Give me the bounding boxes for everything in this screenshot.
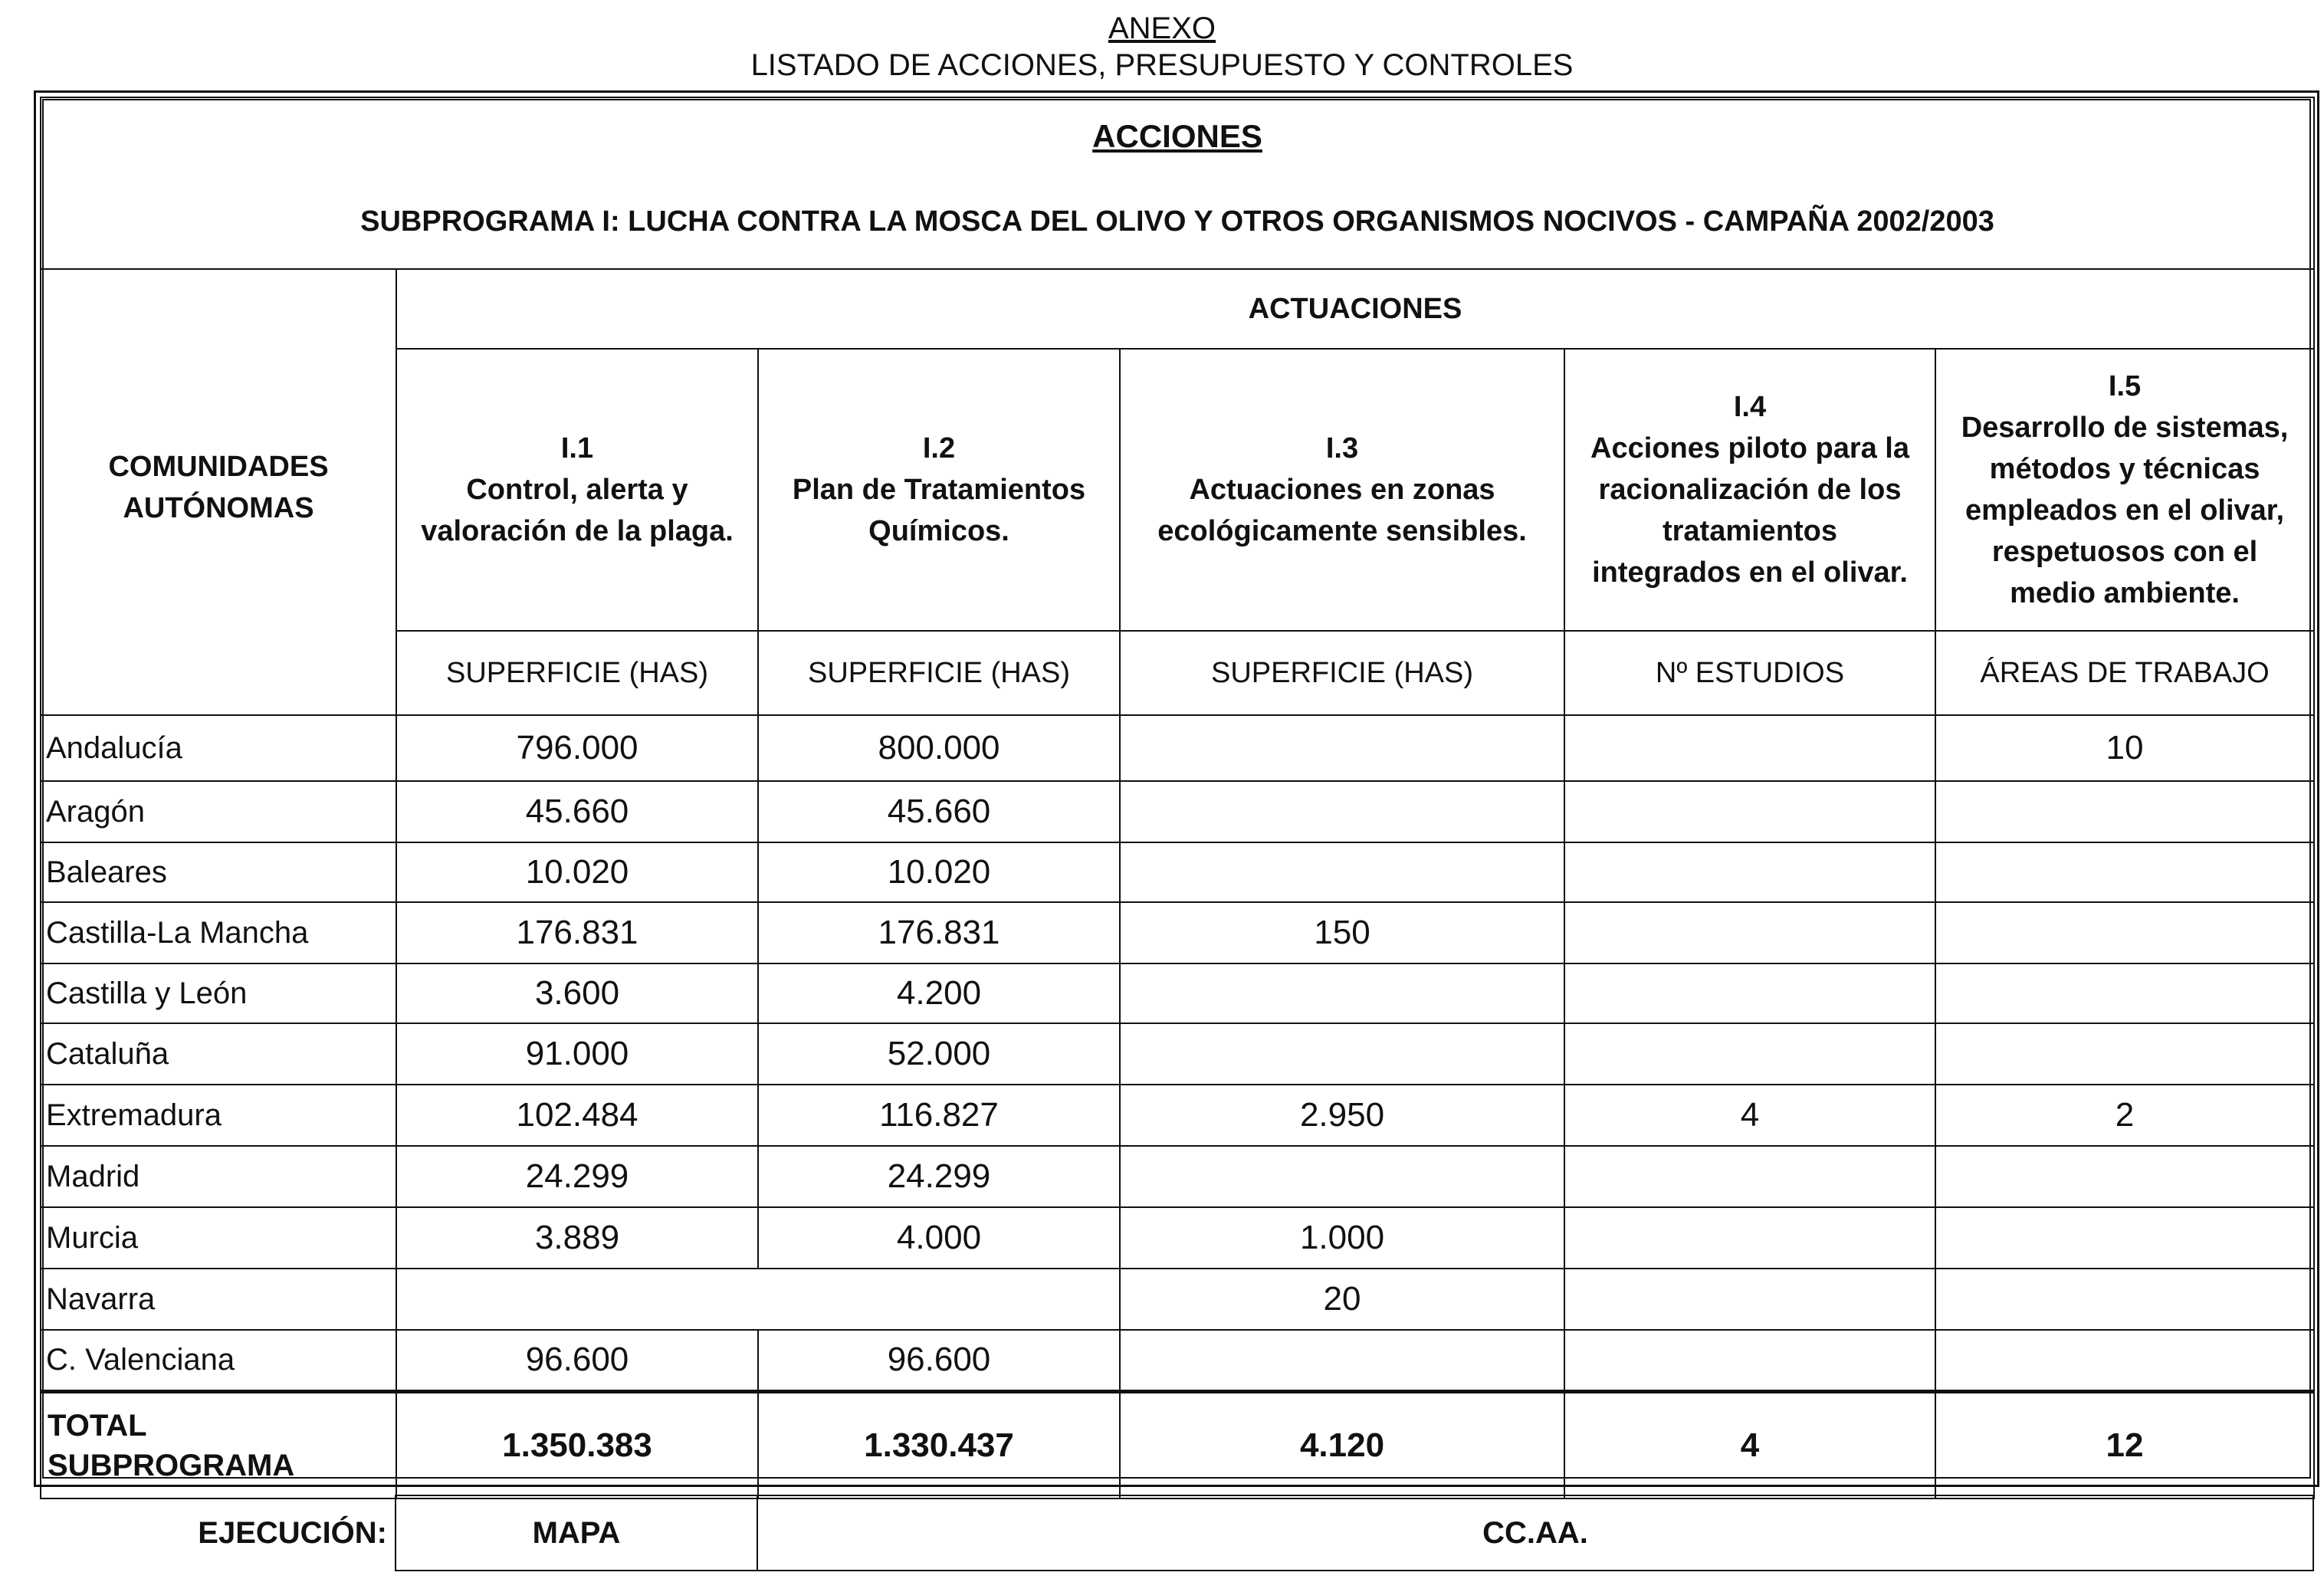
value-cell: [1120, 781, 1564, 842]
value-cell: 52.000: [758, 1023, 1120, 1085]
region-rows: [41, 715, 2314, 1391]
value-cell: [396, 1269, 1120, 1330]
table-row: [41, 963, 2314, 1023]
total-label: TOTAL SUBPROGRAMA: [41, 1391, 396, 1498]
value-cell: [1564, 781, 1935, 842]
region-name: Extremadura: [41, 1085, 396, 1146]
region-name: Baleares: [41, 842, 396, 902]
value-cell: 91.000: [396, 1023, 758, 1085]
value-cell: 176.831: [758, 902, 1120, 963]
value-cell: [1935, 1207, 2314, 1269]
value-cell: 10.020: [396, 842, 758, 902]
value-cell: [1935, 1269, 2314, 1330]
value-cell: 2: [1935, 1085, 2314, 1146]
value-cell: [1120, 715, 1564, 781]
region-name: Aragón: [41, 781, 396, 842]
value-cell: [1120, 1023, 1564, 1085]
value-cell: [1935, 1330, 2314, 1391]
table-row: [41, 842, 2314, 902]
ejecucion-label: EJECUCIÓN:: [198, 1515, 387, 1550]
table-row: [41, 715, 2314, 781]
value-cell: 96.600: [758, 1330, 1120, 1391]
value-cell: [1564, 842, 1935, 902]
listado-title: LISTADO DE ACCIONES, PRESUPUESTO Y CONTROLES: [750, 48, 1574, 82]
table-row: [41, 1330, 2314, 1391]
value-cell: 4.200: [758, 963, 1120, 1023]
region-name: Murcia: [41, 1207, 396, 1269]
value-cell: 150: [1120, 902, 1564, 963]
comunidades-header: COMUNIDADES AUTÓNOMAS: [41, 269, 396, 715]
value-cell: 1.000: [1120, 1207, 1564, 1269]
value-cell: [1935, 963, 2314, 1023]
unit-i2: SUPERFICIE (HAS): [758, 631, 1120, 715]
value-cell: 20: [1120, 1269, 1564, 1330]
ejecucion-mapa: MAPA: [396, 1495, 757, 1571]
total-i2: 1.330.437: [758, 1391, 1120, 1498]
table-row: [41, 1207, 2314, 1269]
value-cell: 176.831: [396, 902, 758, 963]
value-cell: [1935, 1146, 2314, 1207]
value-cell: [1564, 963, 1935, 1023]
col-header-i2: I.2 Plan de Tratamientos Químicos.: [758, 349, 1120, 631]
acciones-table: [40, 97, 2315, 1499]
value-cell: [1120, 1330, 1564, 1391]
col-header-i5: I.5 Desarrollo de sistemas, métodos y técnicas empleados en el olivar, respetuosos con el medio ambiente.: [1935, 349, 2314, 631]
region-name: Castilla y León: [41, 963, 396, 1023]
table-row: [41, 1085, 2314, 1146]
table-row: [41, 781, 2314, 842]
total-i3: 4.120: [1120, 1391, 1564, 1498]
unit-i1: SUPERFICIE (HAS): [396, 631, 758, 715]
col-header-i3: I.3 Actuaciones en zonas ecológicamente sensibles.: [1120, 349, 1564, 631]
region-name: Madrid: [41, 1146, 396, 1207]
value-cell: 10: [1935, 715, 2314, 781]
value-cell: [1120, 963, 1564, 1023]
acciones-banner: [41, 97, 2314, 269]
anexo-title: ANEXO: [1108, 11, 1216, 45]
value-cell: 4.000: [758, 1207, 1120, 1269]
region-name: Cataluña: [41, 1023, 396, 1085]
actuaciones-header: ACTUACIONES: [396, 269, 2314, 349]
col-header-i1: I.1 Control, alerta y valoración de la plaga.: [396, 349, 758, 631]
region-name: Navarra: [41, 1269, 396, 1330]
table-row: [41, 1023, 2314, 1085]
value-cell: [1564, 1269, 1935, 1330]
region-name: C. Valenciana: [41, 1330, 396, 1391]
value-cell: [1564, 1023, 1935, 1085]
unit-i4: Nº ESTUDIOS: [1564, 631, 1935, 715]
value-cell: [1564, 902, 1935, 963]
total-i1: 1.350.383: [396, 1391, 758, 1498]
table-row: [41, 1269, 2314, 1330]
value-cell: 102.484: [396, 1085, 758, 1146]
unit-i5: ÁREAS DE TRABAJO: [1935, 631, 2314, 715]
value-cell: [1120, 1146, 1564, 1207]
value-cell: 2.950: [1120, 1085, 1564, 1146]
total-i4: 4: [1564, 1391, 1935, 1498]
value-cell: 116.827: [758, 1085, 1120, 1146]
region-name: Castilla-La Mancha: [41, 902, 396, 963]
value-cell: 45.660: [758, 781, 1120, 842]
value-cell: [1935, 1023, 2314, 1085]
subprograma-title: SUBPROGRAMA I: LUCHA CONTRA LA MOSCA DEL OLIVO Y OTROS ORGANISMOS NOCIVOS - CAMPAÑA 2002/2003: [360, 205, 1994, 238]
value-cell: 24.299: [758, 1146, 1120, 1207]
value-cell: 45.660: [396, 781, 758, 842]
value-cell: 796.000: [396, 715, 758, 781]
total-row: [41, 1391, 2314, 1498]
value-cell: [1120, 842, 1564, 902]
table-row: [41, 1146, 2314, 1207]
value-cell: [1564, 1146, 1935, 1207]
total-i5: 12: [1935, 1391, 2314, 1498]
value-cell: 24.299: [396, 1146, 758, 1207]
page-header: [0, 11, 2324, 84]
table-row: [41, 902, 2314, 963]
value-cell: [1935, 781, 2314, 842]
col-header-i4: I.4 Acciones piloto para la racionalización de los tratamientos integrados en el olivar.: [1564, 349, 1935, 631]
ejecucion-ccaa: CC.AA.: [757, 1495, 2313, 1571]
value-cell: 96.600: [396, 1330, 758, 1391]
value-cell: [1564, 1207, 1935, 1269]
region-name: Andalucía: [41, 715, 396, 781]
value-cell: 4: [1564, 1085, 1935, 1146]
value-cell: 800.000: [758, 715, 1120, 781]
acciones-heading: ACCIONES: [1092, 118, 1262, 154]
value-cell: [1935, 902, 2314, 963]
unit-i3: SUPERFICIE (HAS): [1120, 631, 1564, 715]
value-cell: 3.600: [396, 963, 758, 1023]
value-cell: [1935, 842, 2314, 902]
value-cell: [1564, 715, 1935, 781]
ejecucion-table: [28, 1495, 2314, 1571]
value-cell: 3.889: [396, 1207, 758, 1269]
value-cell: [1564, 1330, 1935, 1391]
value-cell: 10.020: [758, 842, 1120, 902]
